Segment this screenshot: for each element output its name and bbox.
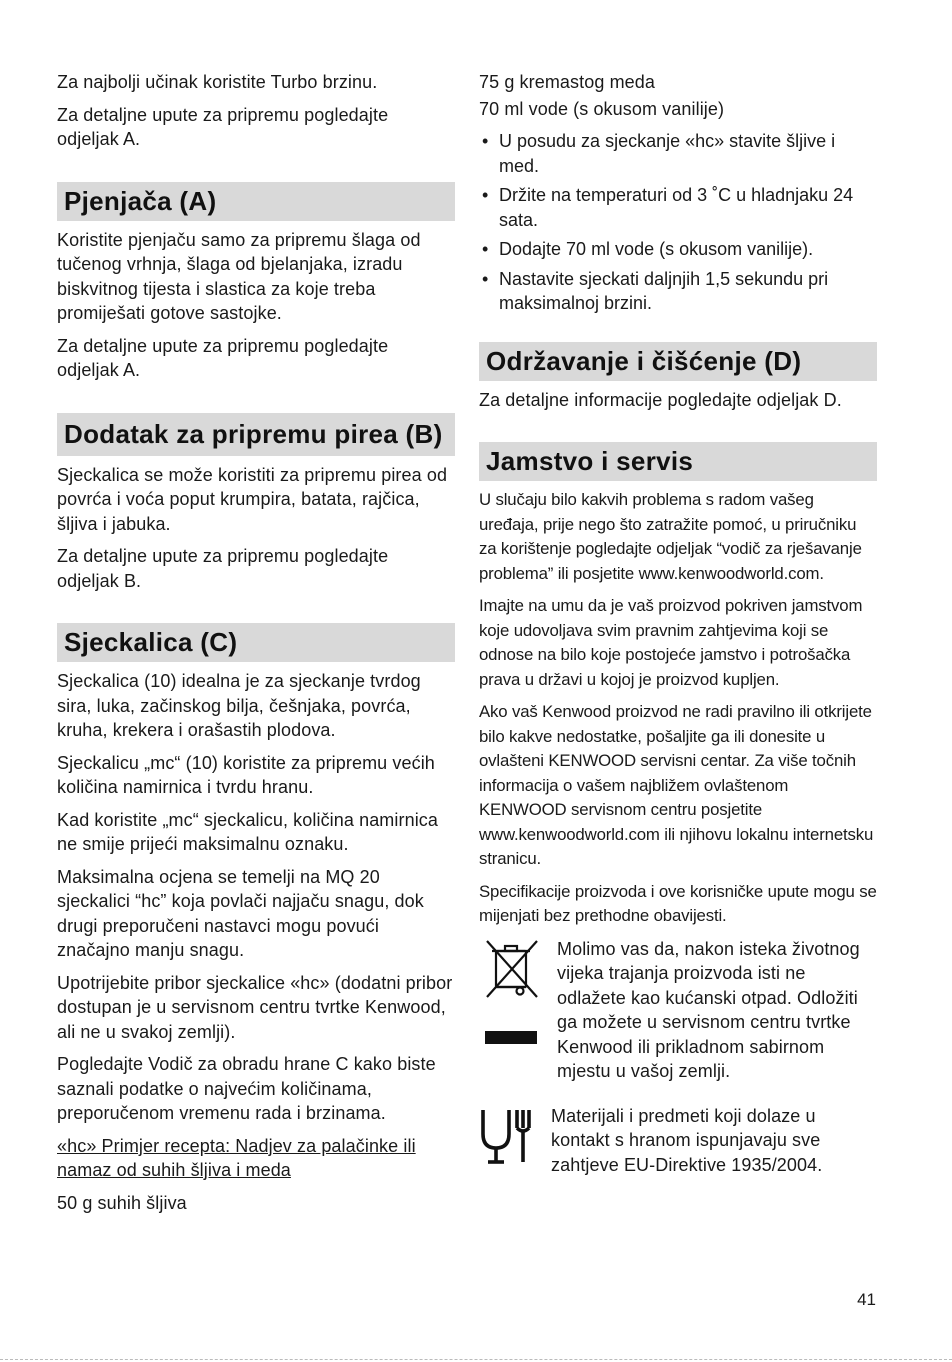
section-heading-warranty: Jamstvo i servis [479,442,877,481]
warranty-service-note: Ako vaš Kenwood proizvod ne radi pravilno ili otkrijete bilo kakve nedostatke, pošaljite ga ili donesite u ovlašteni KENWOOD servisni centar. Za više točnih informacija o vašem najbližem ovlaštenom KENWOOD servisnom centru posjetite www.kenwoodworld.com ili njihovu lokalnu internetsku stranicu. [479,702,874,868]
recipe-step: • U posudu za sjeckanje «hc» stavite šljive i med. [479,129,877,178]
right-column [479,70,877,1177]
recipe-ingredient-honey: 75 g kremastog meda [479,72,655,92]
recipe-ingredient-prunes: 50 g suhih šljiva [57,1192,187,1213]
recipe-title: «hc» Primjer recepta: Nadjev za palačinke ili namaz od suhih šljiva i meda [57,1135,416,1180]
see-section-b-note: Za detaljne upute za pripremu pogledajte odjeljak B. [57,546,389,591]
see-section-a-note: Za detaljne upute za pripremu pogledajte odjeljak A. [57,104,389,149]
section-heading-puree: Dodatak za pripremu pirea (B) [57,413,455,456]
left-column [57,70,455,1223]
puree-description: Sjeckalica se može koristiti za pripremu pirea od povrća i voća poput krumpira, batata, rajčica, šljiva i jabuka. [57,464,448,534]
page-number: 41 [857,1290,876,1309]
mc-chopper-note: Sjeckalicu „mc“ (10) koristite za pripremu većih količina namirnica i tvrdu hranu. [57,752,435,797]
mc-max-note: Kad koristite „mc“ sjeckalicu, količina namirnica ne smije prijeći maksimalnu oznaku. [57,809,439,854]
hc-accessory-note: Upotrijebite pribor sjeckalice «hc» (dodatni pribor dostupan je u servisnom centru tvrtke Kenwood, ali ne u svakoj zemlji). [57,972,453,1042]
section-heading-whisk: Pjenjača (A) [57,182,455,221]
glass-and-fork-food-contact-icon [479,1106,531,1171]
chopper-description: Sjeckalica (10) idealna je za sjeckanje tvrdog sira, luka, začinskog bilja, češnjaka, povrća, kruha, krekera i orašastih plodova. [57,671,421,740]
section-heading-chopper: Sjeckalica (C) [57,623,455,662]
specifications-note: Specifikacije proizvoda i ove korisničke upute mogu se mijenjati bez prethodne obavijesti. [479,881,877,925]
weee-block [479,937,877,1084]
recipe-step: • Držite na temperaturi od 3 ˚C u hladnjaku 24 sata. [479,183,877,232]
turbo-note: Za najbolji učinak koristite Turbo brzinu. [57,72,378,92]
warranty-problems-note: U slučaju bilo kakvih problema s radom vašeg uređaja, prije nego što zatražite pomoć, u priručniku za korištenje pogledajte odjeljak “vodič za rješavanje problema” ili posjetite www.kenwoodworld.com. [479,490,862,583]
food-contact-text: Materijali i predmeti koji dolaze u kontakt s hranom ispunjavaju sve zahtjeve EU-Direktive 1935/2004. [551,1105,823,1175]
recipe-step: • Dodajte 70 ml vode (s okusom vanilije). [479,237,877,262]
recipe-steps [479,129,877,316]
max-rating-note: Maksimalna ocjena se temelji na MQ 20 sjeckalici “hc” koja povlači najjaču snagu, dok drugi preporučeni nastavci mogu povući značajno manju snagu. [57,866,424,960]
processing-guide-note: Pogledajte Vodič za obradu hrane C kako biste saznali podatke o najvećim količinama, preporučenom vremenu rada i brzinama. [57,1054,436,1123]
recipe-step: • Nastavite sjeckati daljnjih 1,5 sekundu pri maksimalnoj brzini. [479,267,877,316]
maintenance-note: Za detaljne informacije pogledajte odjeljak D. [479,389,842,410]
see-section-a-note-2: Za detaljne upute za pripremu pogledajte odjeljak A. [57,335,389,380]
whisk-description: Koristite pjenjaču samo za pripremu šlaga od tučenog vrhnja, šlaga od bjelanjaka, izradu biskvitnog tijesta i slastica za koje treba promiješati gotove sastojke. [57,229,421,323]
recipe-ingredient-water: 70 ml vode (s okusom vanilije) [479,98,725,119]
section-heading-maintenance: Održavanje i čišćenje (D) [479,342,877,381]
weee-text-lead [557,937,877,1084]
weee-text: Molimo vas da, nakon isteka životnog vijeka trajanja proizvoda isti ne odlažete kao kućanski otpad. Odložiti ga možete u servisnom centru tvrtke Kenwood ili prikladnom sabirnom mjestu u vašoj zemlji. [557,938,860,1081]
crossed-out-wheeled-bin-icon [479,937,543,1060]
food-contact-block [479,1104,877,1178]
warranty-coverage-note: Imajte na umu da je vaš proizvod pokriven jamstvom koje udovoljava svim pravnim zahtjevima koji se odnose na bilo koje postojeće jamstvo i potrošačka prava u državi u kojoj je proizvod kupljen. [479,596,863,689]
